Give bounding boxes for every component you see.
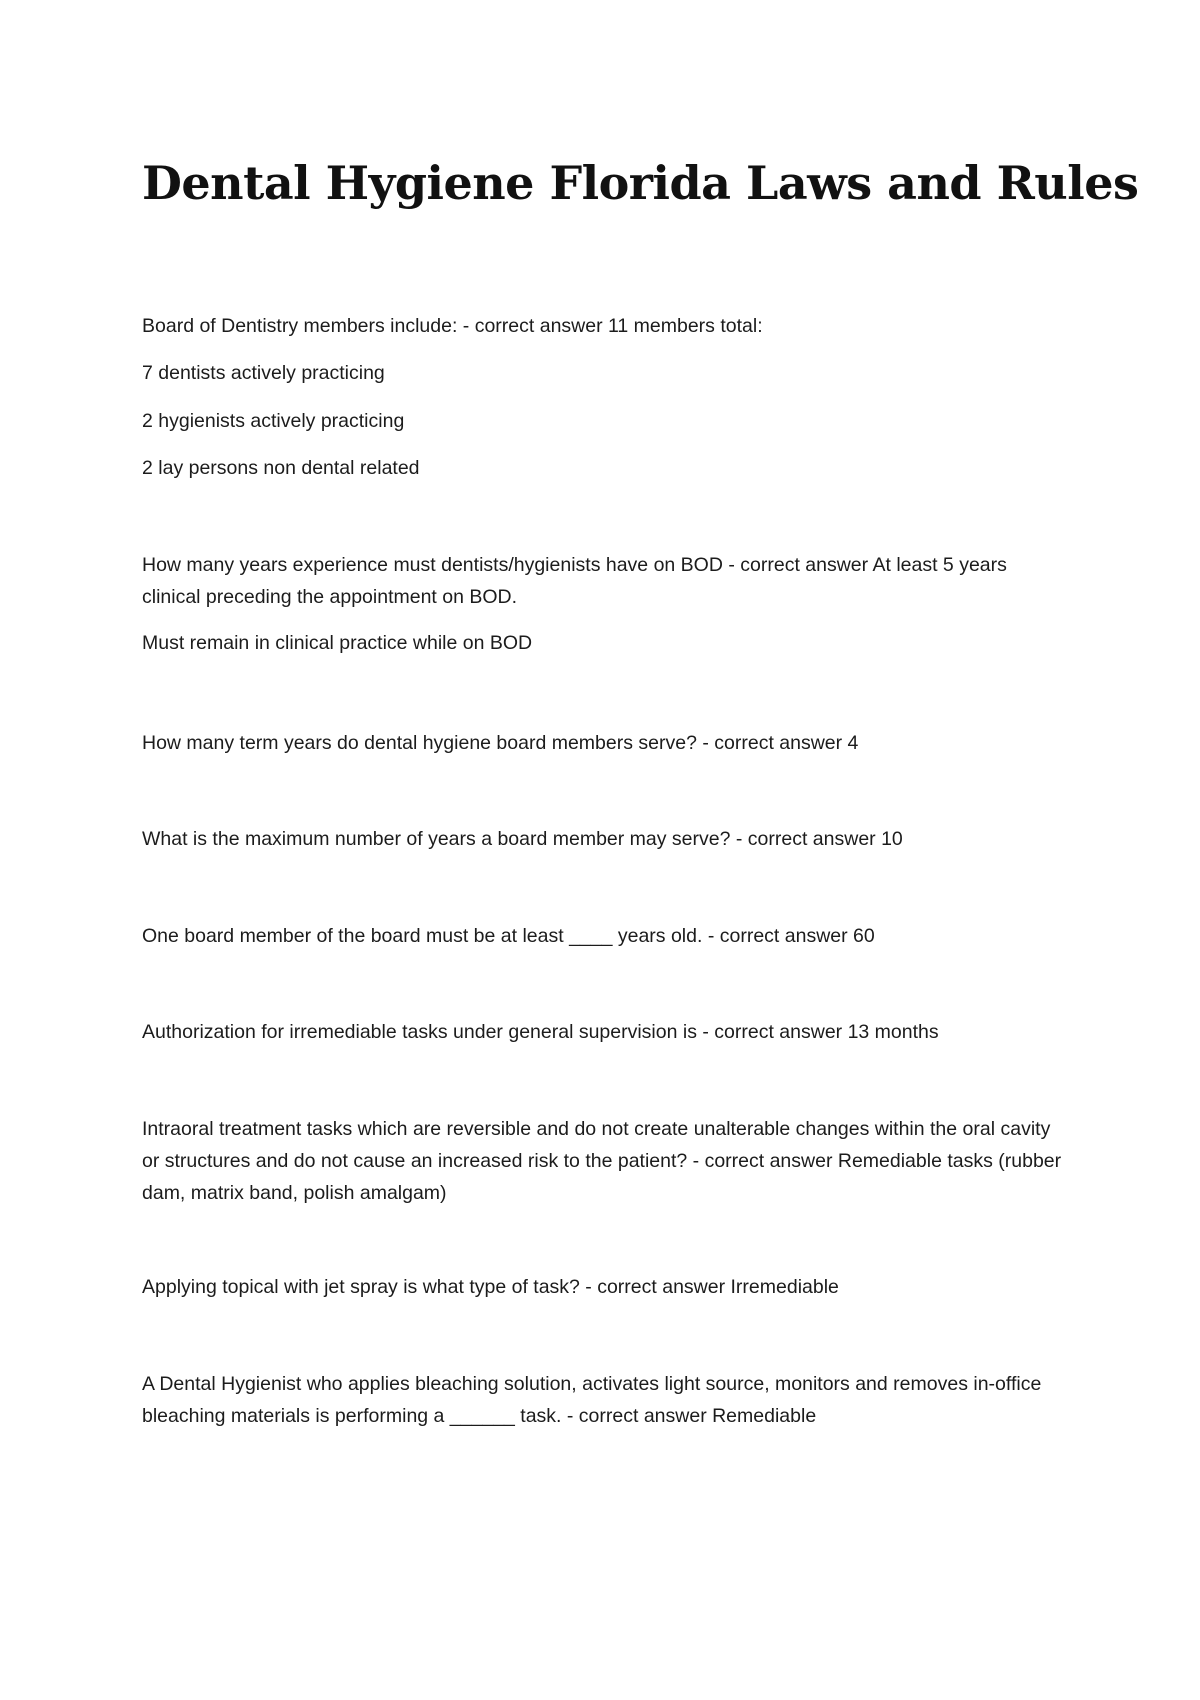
- qa-board-members: Board of Dentistry members include: - correct answer 11 members total:: [142, 315, 763, 337]
- qa-years-experience: How many years experience must dentists/hygienists have on BOD - correct answer At least 5 years clinical preceding the appointment on BOD.: [142, 554, 1007, 608]
- document-title: Dental Hygiene Florida Laws and Rules: [142, 156, 1139, 210]
- qa-term-years: How many term years do dental hygiene board members serve? - correct answer 4: [142, 732, 859, 754]
- qa-irremediable-authorization: Authorization for irremediable tasks under general supervision is - correct answer 13 months: [142, 1021, 939, 1043]
- qa-max-years: What is the maximum number of years a board member may serve? - correct answer 10: [142, 828, 903, 850]
- qa-board-hygienists: 2 hygienists actively practicing: [142, 410, 405, 432]
- qa-remediable-tasks: Intraoral treatment tasks which are reversible and do not create unalterable changes within the oral cavity or structures and do not cause an increased risk to the patient? - correct answer Remediable tasks (rubber dam, matrix band, polish amalgam): [142, 1118, 1062, 1204]
- qa-clinical-practice-note: Must remain in clinical practice while on BOD: [142, 632, 533, 654]
- qa-board-lay-persons: 2 lay persons non dental related: [142, 457, 420, 479]
- qa-minimum-age: One board member of the board must be at least ____ years old. - correct answer 60: [142, 925, 875, 947]
- qa-topical-jet-spray: Applying topical with jet spray is what type of task? - correct answer Irremediable: [142, 1276, 839, 1298]
- qa-bleaching-task: A Dental Hygienist who applies bleaching solution, activates light source, monitors and removes in-office bleaching materials is performing a ______ task. - correct answer Remediable: [142, 1373, 1042, 1427]
- qa-board-dentists: 7 dentists actively practicing: [142, 362, 385, 384]
